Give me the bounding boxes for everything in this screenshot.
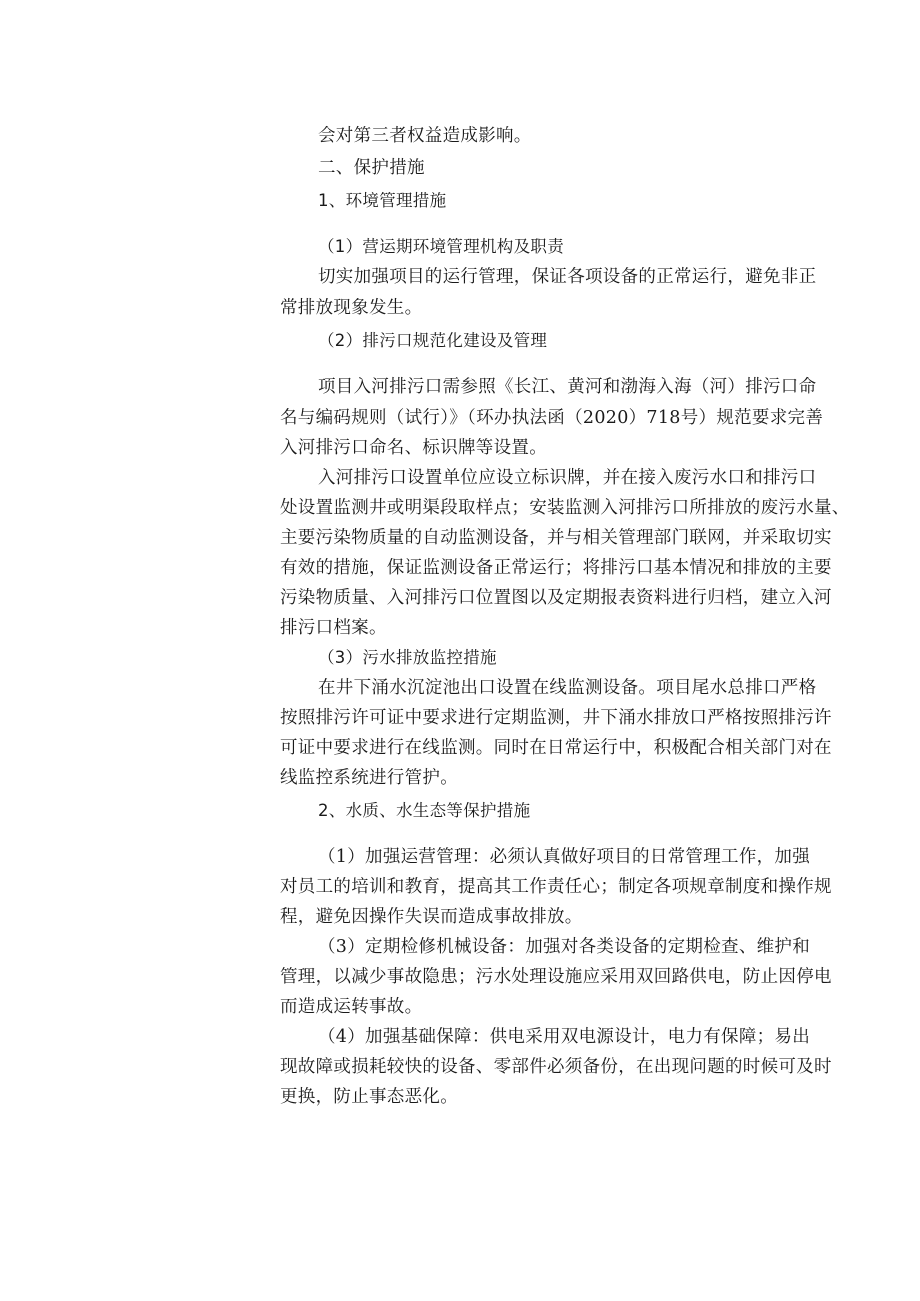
subsection-heading: 1、环境管理措施 (318, 191, 447, 210)
text-line: 常排放现象发生。 (280, 298, 423, 318)
section-heading: 二、保护措施 (318, 158, 425, 178)
text-line: 处设置监测井或明渠段取样点；安装监测入河排污口所排放的废污水量、 (280, 498, 850, 518)
text-line: 项目入河排污口需参照《长江、黄河和渤海入海（河）排污口命 (318, 377, 817, 397)
text-line: 主要污染物质量的自动监测设备，并与相关管理部门联网，并采取切实 (280, 528, 832, 548)
text-line: （1）加强运营管理：必须认真做好项目的日常管理工作，加强 (318, 847, 811, 867)
text-line: （3）定期检修机械设备：加强对各类设备的定期检查、维护和 (318, 937, 811, 957)
text-line: 线监控系统进行管护。 (280, 768, 458, 788)
item-heading: （1）营运期环境管理机构及职责 (318, 237, 564, 256)
text-line: 现故障或损耗较快的设备、零部件必须备份，在出现问题的时候可及时 (280, 1057, 832, 1077)
text-line: 在井下涌水沉淀池出口设置在线监测设备。项目尾水总排口严格 (318, 678, 817, 698)
item-heading: （3）污水排放监控措施 (318, 648, 497, 667)
text-line: 按照排污许可证中要求进行定期监测，井下涌水排放口严格按照排污许 (280, 708, 832, 728)
text-line: 污染物质量、入河排污口位置图以及定期报表资料进行归档，建立入河 (280, 588, 832, 608)
text-line: 有效的措施，保证监测设备正常运行；将排污口基本情况和排放的主要 (280, 558, 832, 578)
text-line: （4）加强基础保障：供电采用双电源设计，电力有保障；易出 (318, 1027, 811, 1047)
text-line: 而造成运转事故。 (280, 997, 423, 1017)
text-line: 对员工的培训和教育，提高其工作责任心；制定各项规章制度和操作规 (280, 877, 832, 897)
text-line: 排污口档案。 (280, 618, 387, 638)
text-line: 可证中要求进行在线监测。同时在日常运行中，积极配合相关部门对在 (280, 738, 832, 758)
text-line: 名与编码规则（试行）》（环办执法函（2020）718号）规范要求完善 (280, 408, 824, 428)
item-heading: （2）排污口规范化建设及管理 (318, 331, 548, 350)
text-line: 入河排污口设置单位应设立标识牌，并在接入废污水口和排污口 (318, 468, 817, 488)
text-line: 程，避免因操作失误而造成事故排放。 (280, 907, 583, 927)
text-line: 管理，以减少事故隐患；污水处理设施应采用双回路供电，防止因停电 (280, 967, 832, 987)
subsection-heading: 2、水质、水生态等保护措施 (318, 801, 531, 820)
text-line: 会对第三者权益造成影响。 (318, 126, 532, 146)
text-line: 更换，防止事态恶化。 (280, 1087, 458, 1107)
text-line: 切实加强项目的运行管理，保证各项设备的正常运行，避免非正 (318, 267, 817, 287)
text-line: 入河排污口命名、标识牌等设置。 (280, 438, 547, 458)
